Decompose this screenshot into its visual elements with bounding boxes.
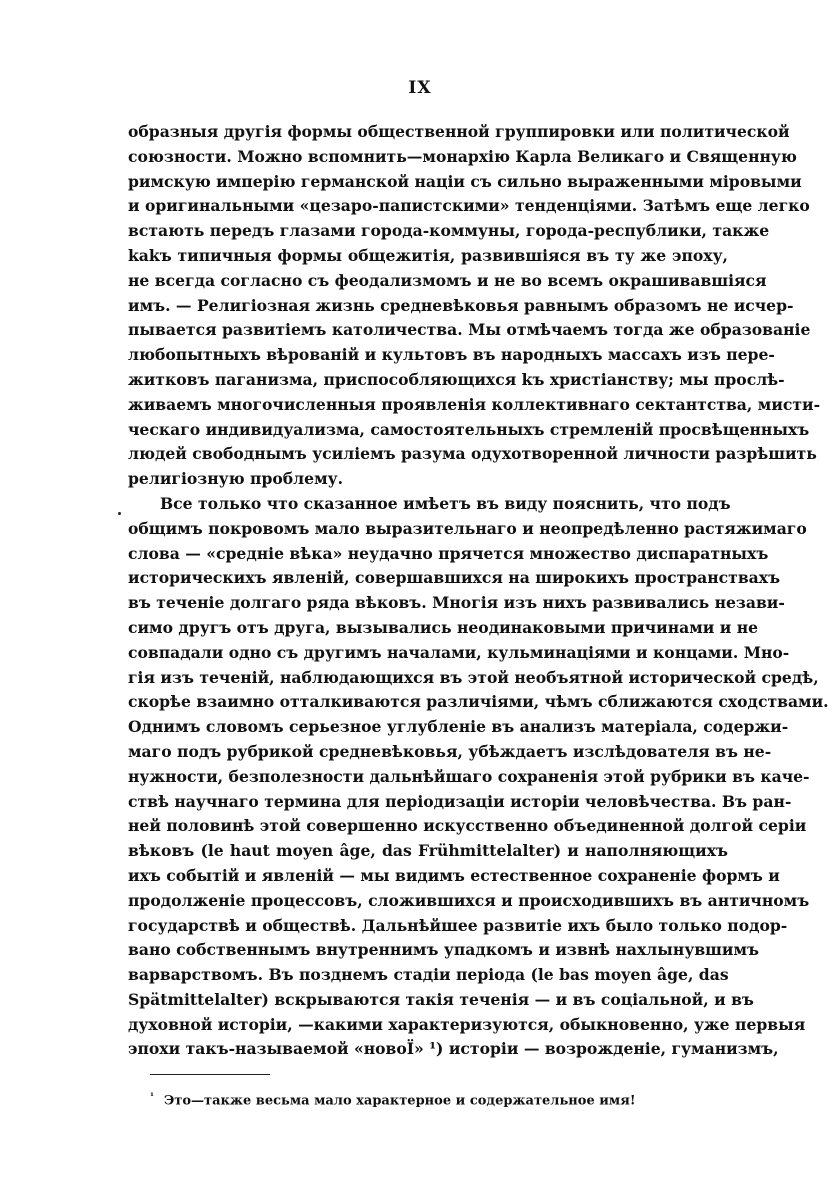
text-line: ихъ событій и явленій — мы видимъ естественное сохраненіе формъ и <box>128 865 780 885</box>
text-line: въ теченіе долгаго ряда вѣковъ. Многія изъ нихъ развивались незави- <box>128 593 785 613</box>
text-line: слова — «средніе вѣка» неудачно прячется множество диспаратныхъ <box>128 543 769 563</box>
text-line: духовной исторіи, —какими характеризуются, обыкновенно, уже первыя <box>128 1014 806 1034</box>
text-line: житковъ паганизма, приспособляющихся kъ христіанству; мы прослѣ- <box>128 369 785 389</box>
text-line: и оригинальными «цезаро-папистскими» тенденціями. Затѣмъ еще легко <box>128 196 810 216</box>
text-line: гія изъ теченій, наблюдающихся въ этой необъятной исторической средѣ, <box>128 667 819 687</box>
body-text <box>128 120 829 1062</box>
text-line: варварствомъ. Въ позднемъ стадіи періода (le bas moyen âge, das <box>128 965 729 985</box>
text-line: вѣковъ (le haut moyen âge, das Frühmittelalter) и наполняющихъ <box>128 841 728 861</box>
text-line: вано собственнымъ внутреннимъ упадкомъ и извнѣ нахлынувшимъ <box>128 940 759 960</box>
text-line: нужности, безполезности дальнѣйшаго сохраненія этой рубрики въ каче- <box>128 766 810 786</box>
paragraph-2 <box>128 492 829 1062</box>
text-line: Однимъ словомъ серьезное углубленіе въ анализъ матеріала, содержи- <box>128 717 789 737</box>
text-line: людей свободнымъ усиліемъ разума одухотворенной личности разрѣшить <box>128 444 817 464</box>
text-line: образныя другія формы общественной группировки или политической <box>128 122 790 141</box>
text-line: симо другъ отъ друга, вызывались неодинаковыми причинами и не <box>128 617 759 637</box>
text-line: пывается развитіемъ католичества. Мы отмѣчаемъ тогда же образованіе <box>128 320 811 340</box>
text-line: Все только что сказанное имѣетъ въ виду пояснить, что подъ <box>160 493 731 513</box>
text-line: ней половинѣ этой совершенно искусственно объединенной долгой серіи <box>128 816 807 836</box>
text-line: не всегда согласно съ феодализмомъ и не во всемъ окрашивавшіяся <box>128 270 767 290</box>
text-line: любопытныхъ вѣрованій и культовъ въ народныхъ массахъ изъ пере- <box>128 345 775 365</box>
footnote-marker: ¹ <box>150 1092 154 1102</box>
text-line: скорѣе взаимно отталкиваются различіями, чѣмъ сближаются сходствами. <box>128 692 829 712</box>
text-line: государствѣ и обществѣ. Дальнѣйшее развитіе ихъ было только подор- <box>128 915 788 935</box>
text-line: ческаго индивидуализма, самостоятельныхъ стремленій просвѣщенныхъ <box>128 419 810 439</box>
footnote-text: Это—также весьма мало характерное и содержательное имя! <box>163 1093 636 1109</box>
text-line: историческихъ явленій, совершавшихся на широкихъ пространствахъ <box>128 568 781 588</box>
text-line: живаемъ многочисленныя проявленія коллективнаго сектантства, мисти- <box>128 394 821 414</box>
text-line: эпохи такъ-называемой «новоЇ» ¹) исторіи — возрожденіе, гуманизмъ, <box>128 1039 779 1059</box>
text-line: совпадали одно съ другимъ началами, кульминаціями и концами. Мно- <box>128 642 790 662</box>
stray-ink-mark <box>118 512 121 515</box>
text-line: общимъ покровомъ мало выразительнаго и неопредѣленно растяжимаго <box>128 518 807 538</box>
page-number: IX <box>408 78 432 98</box>
footnote-rule <box>150 1074 270 1075</box>
text-line: kakъ типичныя формы общежитія, развившіяся въ ту же эпоху, <box>128 245 728 265</box>
text-line: ствѣ научнаго термина для періодизаціи исторіи человѣчества. Въ ран- <box>128 791 792 811</box>
text-line: религіозную проблему. <box>128 469 344 489</box>
text-line: продолженіе процессовъ, сложившихся и происходившихъ въ античномъ <box>128 890 810 910</box>
paragraph-1 <box>128 120 821 492</box>
text-line: римскую имперію германской націи съ сильно выраженными міровыми <box>128 171 802 191</box>
text-line: Spätmittelalter) вскрываются такія теченія — и въ соціальной, и въ <box>128 989 754 1009</box>
text-line: имъ. — Религіозная жизнь средневѣковья равнымъ образомъ не исчер- <box>128 295 794 315</box>
footnote <box>150 1092 710 1108</box>
text-line: союзности. Можно вспомнить—монархію Карла Великаго и Священную <box>128 146 797 166</box>
text-line: маго подъ рубрикой средневѣковья, убѣждаетъ изслѣдователя въ не- <box>128 741 772 761</box>
text-line: встають передъ глазами города-коммуны, города-республики, также <box>128 221 770 241</box>
